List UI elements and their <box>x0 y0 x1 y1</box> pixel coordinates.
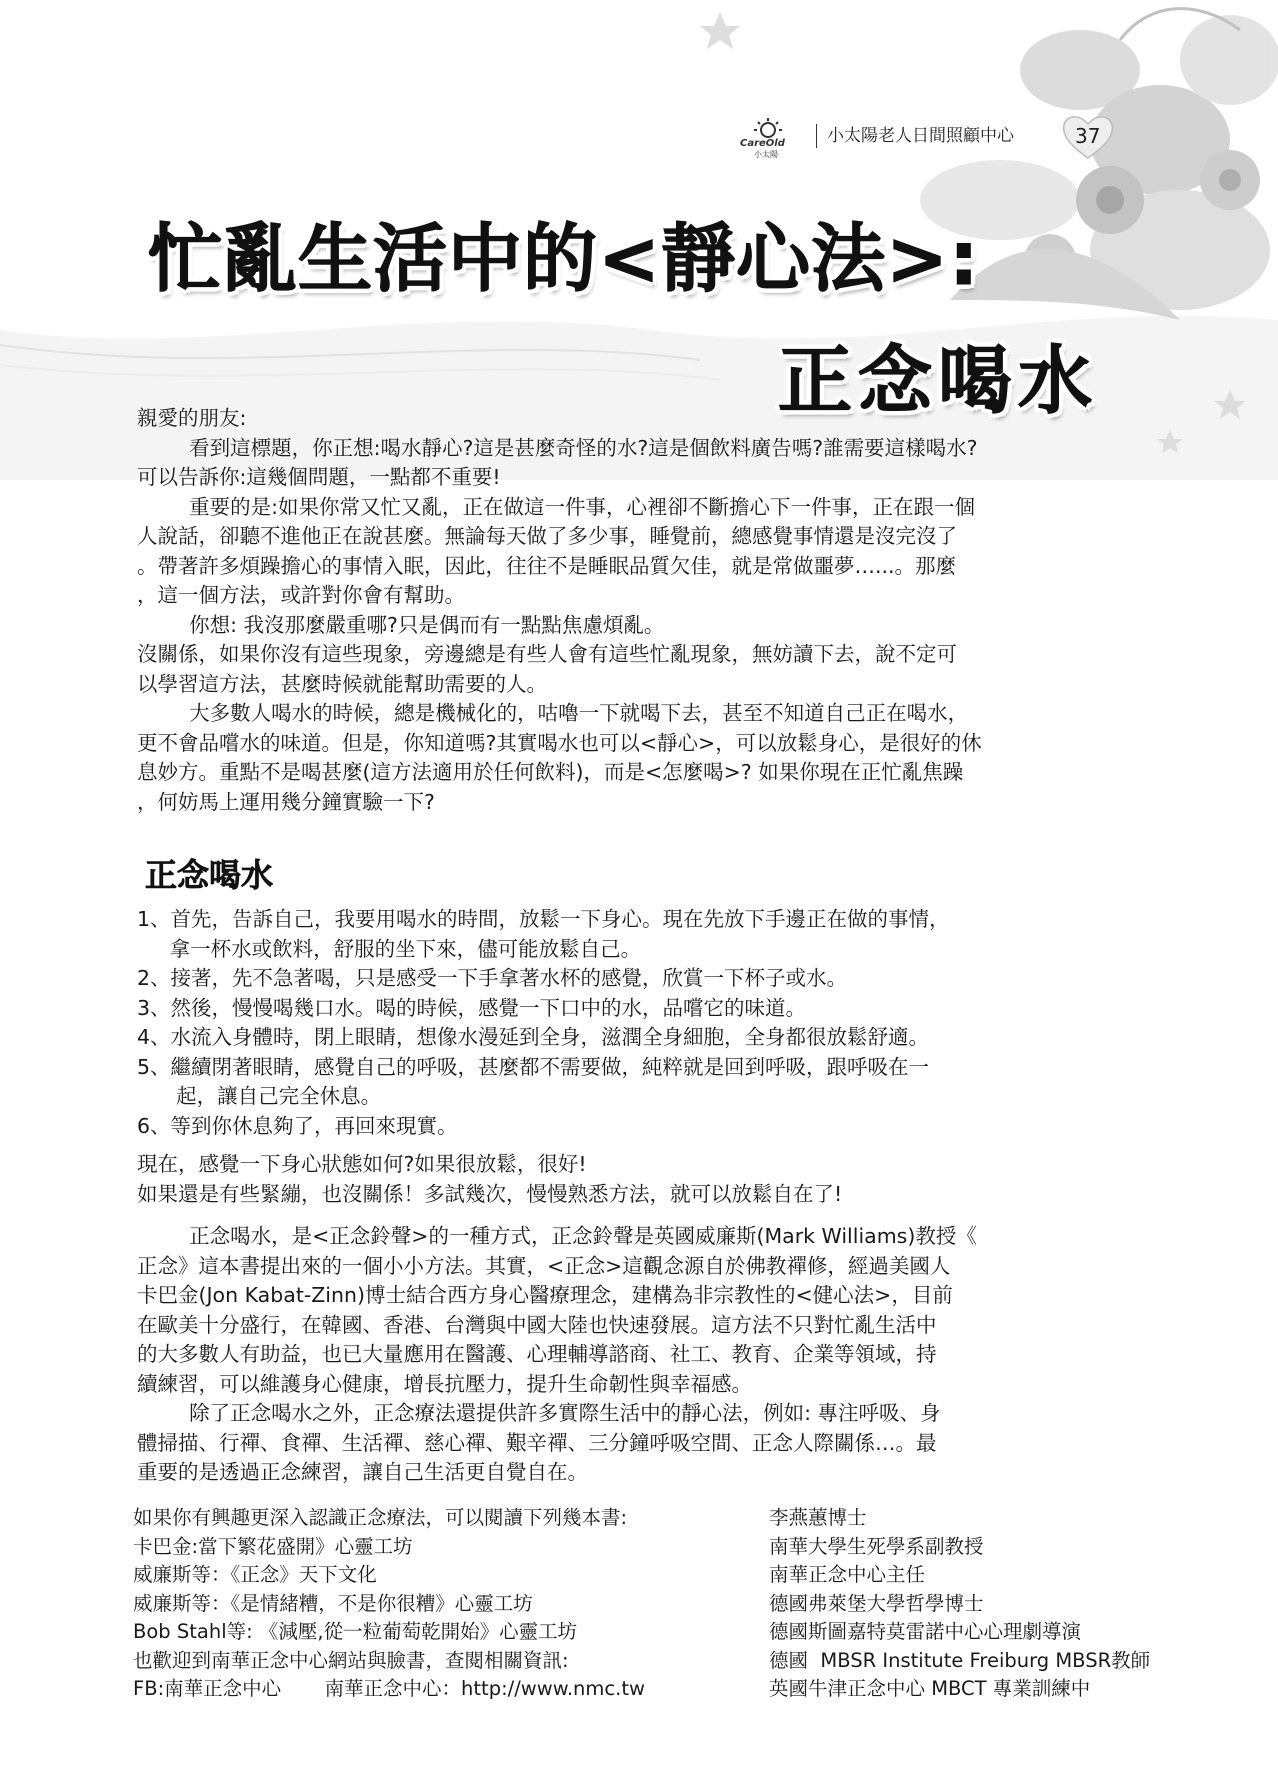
intro-line: 人說話，卻聽不進他正在說甚麼。無論每天做了多少事，睡覺前，總感覺事情還是沒完沒了 <box>137 524 957 548</box>
intro-line: ，何妨馬上運用幾分鐘實驗一下? <box>137 789 435 814</box>
author-name: 李燕蕙博士 <box>769 1506 867 1529</box>
reference-line: 卡巴金:當下繁花盛開》心靈工坊 <box>133 1534 413 1558</box>
intro-line: 。帶著許多煩躁擔心的事情入眠，因此，往往不是睡眠品質欠佳，就是常做噩夢…...。那麼 <box>137 553 957 578</box>
intro-line: 你想: 我沒那麼嚴重哪?只是偶而有一點點焦慮煩亂。 <box>137 612 665 637</box>
page-title-line-1: 忙亂生活中的<靜心法>: <box>148 216 980 302</box>
intro-line: 息妙方。重點不是喝甚麼(這方法適用於任何飲料)，而是<怎麼喝>? 如果你現在正忙亂焦躁 <box>137 760 964 784</box>
closing-line: 除了正念喝水之外，正念療法還提供許多實際生活中的靜心法，例如: 專注呼吸、身 <box>137 1401 941 1425</box>
intro-line: 以學習這方法，甚麼時候就能幫助需要的人。 <box>137 671 547 696</box>
step-item: 4、水流入身體時，閉上眼睛，想像水漫延到全身，滋潤全身細胞，全身都很放鬆舒適。 <box>137 1025 930 1049</box>
page-title-line-2: 正念喝水 <box>778 338 1098 424</box>
intro-line: 看到這標題，你正想:喝水靜心?這是甚麼奇怪的水?這是個飲料廣告嗎?誰需要這樣喝水? <box>137 435 978 460</box>
salutation: 親愛的朋友: <box>137 406 247 430</box>
reference-line: 威廉斯等：《是情緒糟，不是你很糟》心靈工坊 <box>133 1591 533 1615</box>
steps-list <box>137 905 1157 1141</box>
reference-line: FB:南華正念中心 南華正念中心：http://www.nmc.tw <box>133 1677 645 1700</box>
section-heading: 正念喝水 <box>145 856 274 894</box>
author-credential: 德國弗萊堡大學哲學博士 <box>769 1591 984 1615</box>
intro-line: 可以告訴你:這幾個問題，一點都不重要! <box>137 465 501 489</box>
author-credential: 南華正念中心主任 <box>769 1563 926 1586</box>
after-line: 如果還是有些緊繃，也沒關係！多試幾次，慢慢熟悉方法，就可以放鬆自在了! <box>137 1181 843 1206</box>
author-credential: 德國斯圖嘉特莫雷諾中心心理劇導演 <box>769 1620 1082 1643</box>
step-item: 2、接著，先不急著喝，只是感受一下手拿著水杯的感覺，欣賞一下杯子或水。 <box>137 966 848 990</box>
logo-subtext: 小太陽 <box>754 150 778 159</box>
author-info <box>769 1504 1189 1704</box>
closing-line: 續練習，可以維護身心健康，增長抗壓力，提升生命韌性與幸福感。 <box>137 1371 752 1396</box>
step-item: 5、繼續閉著眼睛，感覺自己的呼吸，甚麼都不需要做，純粹就是回到呼吸，跟呼吸在一 <box>137 1054 930 1079</box>
step-item: 6、等到你休息夠了，再回來現實。 <box>137 1113 458 1138</box>
author-credential: 德國 MBSR Institute Freiburg MBSR教師 <box>769 1648 1151 1672</box>
intro-section <box>137 404 1157 817</box>
step-item: 拿一杯水或飲料，舒服的坐下來，儘可能放鬆自己。 <box>137 936 642 961</box>
intro-line: 大多數人喝水的時候，總是機械化的，咕嚕一下就喝下去，甚至不知道自己正在喝水， <box>137 701 969 725</box>
intro-line: ，這一個方法，或許對你會有幫助。 <box>137 583 465 607</box>
step-item: 1、首先，告訴自己，我要用喝水的時間，放鬆一下身心。現在先放下手邊正在做的事情， <box>137 907 950 931</box>
reading-list <box>133 1504 733 1704</box>
author-credential: 英國牛津正念中心 MBCT 專業訓練中 <box>769 1677 1091 1700</box>
closing-line: 在歐美十分盛行，在韓國、香港、台灣與中國大陸也快速發展。這方法不只對忙亂生活中 <box>137 1312 937 1337</box>
after-section <box>137 1150 1157 1209</box>
closing-section <box>137 1222 1157 1488</box>
closing-line: 正念喝水，是<正念鈴聲>的一種方式，正念鈴聲是英國威廉斯(Mark Williams)教授《 <box>137 1224 977 1248</box>
author-credential: 南華大學生死學系副教授 <box>769 1534 984 1558</box>
step-item: 起，讓自己完全休息。 <box>137 1084 382 1108</box>
page-header <box>738 118 1138 158</box>
intro-line: 沒關係，如果你沒有這些現象，旁邊總是有些人會有這些忙亂現象，無妨讀下去，說不定可 <box>137 642 957 666</box>
center-name: 小太陽老人日間照顧中心 <box>816 124 1014 148</box>
intro-line: 更不會品嚐水的味道。但是，你知道嗎?其實喝水也可以<靜心>，可以放鬆身心，是很好的休 <box>137 730 982 755</box>
after-line: 現在，感覺一下身心狀態如何?如果很放鬆，很好! <box>137 1152 587 1176</box>
closing-line: 卡巴金(Jon Kabat-Zinn)博士結合西方身心醫療理念，建構為非宗教性的<健心法>，目前 <box>137 1283 953 1307</box>
logo-text: CareOld <box>740 138 785 149</box>
page-number: 37 <box>1075 124 1101 148</box>
reference-line: 威廉斯等：《正念》天下文化 <box>133 1563 377 1586</box>
reference-line: 也歡迎到南華正念中心網站與臉書，查閱相關資訊: <box>133 1648 569 1672</box>
closing-line: 的大多數人有助益，也已大量應用在醫護、心理輔導諮商、社工、教育、企業等領域，持 <box>137 1342 937 1366</box>
reference-line: Bob Stahl等: 《減壓,從一粒葡萄乾開始》心靈工坊 <box>133 1620 578 1643</box>
reference-line: 如果你有興趣更深入認識正念療法，可以閱讀下列幾本書: <box>133 1506 628 1529</box>
step-item: 3、然後，慢慢喝幾口水。喝的時候，感覺一下口中的水，品嚐它的味道。 <box>137 995 807 1020</box>
intro-line: 重要的是:如果你常又忙又亂，正在做這一件事，心裡卻不斷擔心下一件事，正在跟一個 <box>137 494 976 519</box>
closing-line: 正念》這本書提出來的一個小小方法。其實，<正念>這觀念源自於佛教禪修，經過美國人 <box>137 1253 951 1278</box>
closing-line: 體掃描、行禪、食禪、生活禪、慈心禪、艱辛禪、三分鐘呼吸空間、正念人際關係…。最 <box>137 1430 937 1455</box>
closing-line: 重要的是透過正念練習，讓自己生活更自覺自在。 <box>137 1460 588 1484</box>
